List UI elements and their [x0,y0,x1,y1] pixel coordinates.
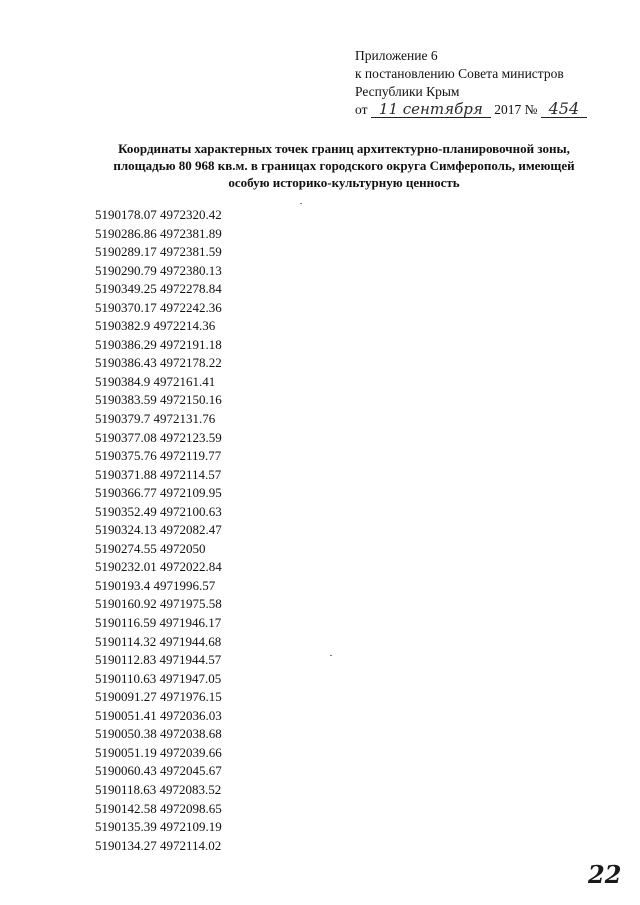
annex-date-line [355,101,587,119]
coordinate-row: 5190142.58 4972098.65 [95,800,222,816]
annex-line-1: Приложение 6 [355,48,438,63]
annex-line-3: Республики Крым [355,84,460,99]
coordinate-row: 5190290.79 4972380.13 [95,262,222,278]
coordinate-row: 5190366.77 4972109.95 [95,485,222,501]
coordinate-row: 5190112.83 4971944.57 [95,652,222,668]
coordinate-row: 5190379.7 4972131.76 [95,411,216,427]
coordinate-row: 5190091.27 4971976.15 [95,689,222,705]
coordinate-row: 5190352.49 4972100.63 [95,503,222,519]
coordinate-row: 5190383.59 4972150.16 [95,392,222,408]
coordinate-row: 5190274.55 4972050 [95,540,206,556]
annex-line-2: к постановлению Совета министров [355,66,564,81]
coordinate-row: 5190232.01 4972022.84 [95,559,222,575]
scan-speck [300,203,302,204]
coordinate-row: 5190377.08 4972123.59 [95,429,222,445]
coordinate-row: 5190050.38 4972038.68 [95,726,222,742]
coordinate-row: 5190114.32 4971944.68 [95,633,222,649]
year-label: 2017 № [494,102,538,117]
coordinate-row: 5190051.41 4972036.03 [95,707,222,723]
coordinate-row: 5190134.27 4972114.02 [95,837,222,853]
coordinate-row: 5190160.92 4971975.58 [95,596,222,612]
coordinate-row: 5190135.39 4972109.19 [95,819,222,835]
coordinate-row: 5190371.88 4972114.57 [95,466,222,482]
coordinate-row: 5190349.25 4972278.84 [95,281,222,297]
coordinate-row: 5190118.63 4972083.52 [95,781,222,797]
coordinate-row: 5190370.17 4972242.36 [95,299,222,315]
coordinate-list [95,206,222,855]
coordinate-row: 5190386.29 4972191.18 [95,336,222,352]
coordinate-row: 5190384.9 4972161.41 [95,373,216,389]
coordinate-row: 5190386.43 4972178.22 [95,355,222,371]
coordinate-row: 5190375.76 4972119.77 [95,448,222,464]
coordinate-row: 5190286.86 4972381.89 [95,225,222,241]
coordinate-row: 5190289.17 4972381.59 [95,244,222,260]
handwritten-date: 11 сентября [371,101,491,118]
from-label: от [355,102,368,117]
scan-speck [330,655,332,656]
page-number: 22 [588,860,622,889]
handwritten-number: 454 [541,101,587,118]
coordinate-row: 5190193.4 4971996.57 [95,577,216,593]
coordinate-row: 5190060.43 4972045.67 [95,763,222,779]
coordinate-row: 5190051.19 4972039.66 [95,744,222,760]
annex-header [355,47,587,119]
coordinate-row: 5190116.59 4971946.17 [95,615,222,631]
coordinate-row: 5190324.13 4972082.47 [95,522,222,538]
coordinate-row: 5190110.63 4971947.05 [95,670,222,686]
document-title: Координаты характерных точек границ архитектурно-планировочной зоны, площадью 80 968 кв.м. в границах городского округа Симферополь, имеющей особую историко-культурную ценность [113,141,575,190]
coordinate-row: 5190178.07 4972320.42 [95,207,222,222]
coordinate-row: 5190382.9 4972214.36 [95,318,216,334]
